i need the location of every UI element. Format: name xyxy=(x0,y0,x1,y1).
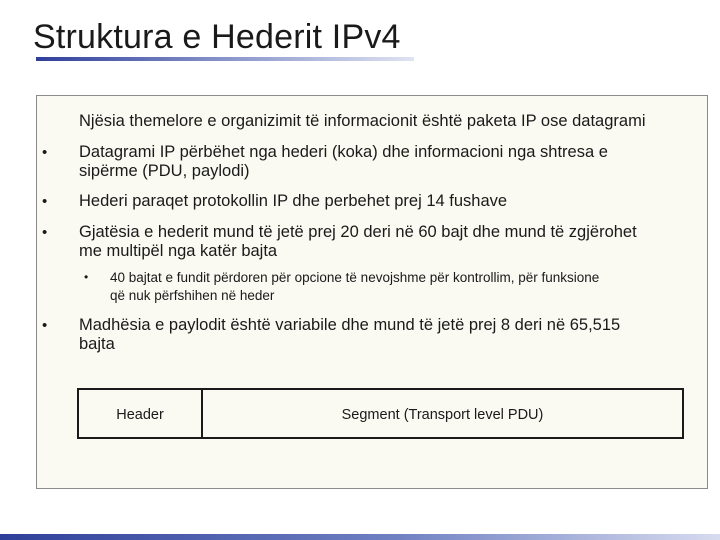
bullet-line: Gjatësia e hederit mund të jetë prej 20 deri në 60 bajt dhe mund të zgjërohet xyxy=(79,223,637,241)
bullet-line: sipërme (PDU, paylodi) xyxy=(79,162,250,180)
slide-title: Struktura e Hederit IPv4 xyxy=(33,18,401,56)
bottom-decorative-bar xyxy=(0,534,720,540)
bullet-text xyxy=(79,143,608,181)
title-underline xyxy=(36,57,414,61)
intro-text: Njësia themelore e organizimit të informacionit është paketa IP ose datagrami xyxy=(79,112,646,130)
sub-bullet-line: që nuk përfshihen në heder xyxy=(110,288,275,303)
bullet-line: me multipël nga katër bajta xyxy=(79,242,278,260)
bullet-text xyxy=(79,223,637,261)
bullet-text xyxy=(79,316,620,354)
bullet-line: Hederi paraqet protokollin IP dhe perbehet prej 14 fushave xyxy=(79,192,508,210)
bullet-line: bajta xyxy=(79,335,115,353)
packet-segment-cell: Segment (Transport level PDU) xyxy=(341,407,544,423)
bullet-line: Datagrami IP përbëhet nga hederi (koka) dhe informacioni nga shtresa e xyxy=(79,143,608,161)
bullet-text xyxy=(79,192,507,211)
bullet-marker: • xyxy=(42,193,48,210)
sub-bullet-line: 40 bajtat e fundit përdoren për opcione të nevojshme për kontrollim, për funksione xyxy=(110,270,600,285)
bullet-line: Madhësia e paylodit është variabile dhe mund të jetë prej 8 deri në 65,515 xyxy=(79,316,621,334)
bullet-marker: • xyxy=(42,224,48,241)
sub-bullet-text xyxy=(110,269,599,305)
bullet-marker: • xyxy=(42,144,48,161)
sub-bullet-marker: • xyxy=(84,270,89,284)
bullet-marker: • xyxy=(42,317,48,334)
packet-header-cell: Header xyxy=(79,390,203,437)
packet-diagram xyxy=(77,388,684,439)
